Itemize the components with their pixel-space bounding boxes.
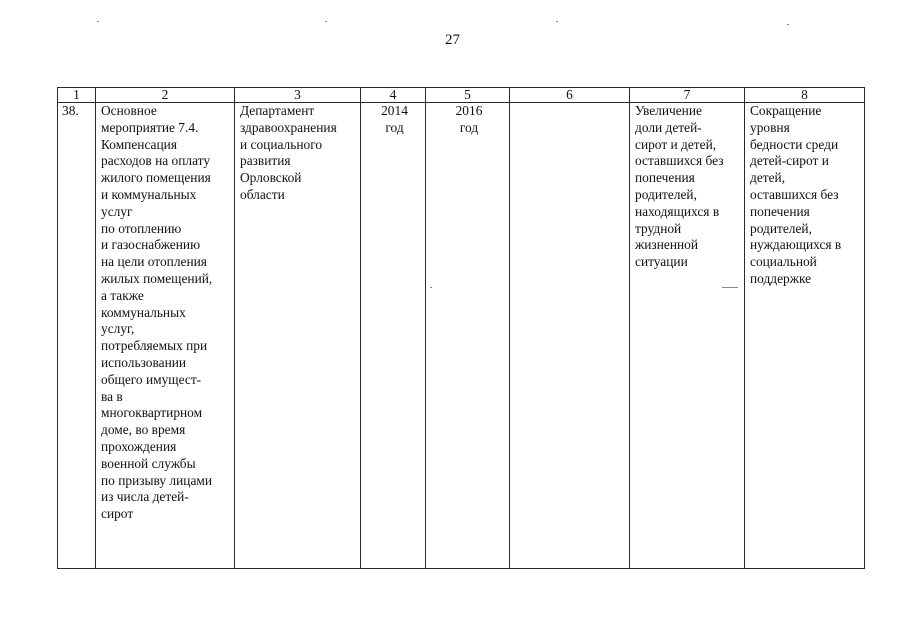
column-header-2: 2 — [96, 88, 235, 103]
measure-cell: Основное мероприятие 7.4. Компенсация расходов на оплату жилого помещения и коммунальных услуг по отоплению и газоснабжению на цели отопления жилых помещений, а также коммунальных услуг, потребляемых при использовании общего имущест- ва в многоквартирном доме, во время прохождения военной службы по призыву лицами из числа детей- сирот — [96, 103, 235, 569]
scan-speck — [787, 24, 789, 25]
scan-speck — [325, 21, 327, 22]
column-header-4: 4 — [361, 88, 426, 103]
column-header-7: 7 — [630, 88, 745, 103]
column-header-3: 3 — [235, 88, 361, 103]
column-header-5: 5 — [426, 88, 510, 103]
executor-cell: Департамент здравоохранения и социального развития Орловской области — [235, 103, 361, 569]
scan-speck — [430, 287, 432, 288]
column-header-1: 1 — [58, 88, 96, 103]
column-number-row — [58, 88, 865, 103]
end-year-cell: 2016 год — [426, 103, 510, 569]
table-row — [58, 103, 865, 569]
start-year-cell: 2014 год — [361, 103, 426, 569]
scan-speck — [556, 21, 558, 22]
page-number: 27 — [445, 32, 460, 48]
column-header-6: 6 — [510, 88, 630, 103]
scan-speck — [722, 287, 738, 288]
result-cell: Увеличение доли детей- сирот и детей, оставшихся без попечения родителей, находящихся в трудной жизненной ситуации — [630, 103, 745, 569]
column-header-8: 8 — [745, 88, 865, 103]
scan-speck — [97, 21, 99, 22]
program-table — [57, 87, 865, 569]
empty-cell-col6 — [510, 103, 630, 569]
indicator-cell: Сокращение уровня бедности среди детей-сирот и детей, оставшихся без попечения родителей, нуждающихся в социальной поддержке — [745, 103, 865, 569]
row-number-cell: 38. — [58, 103, 96, 569]
